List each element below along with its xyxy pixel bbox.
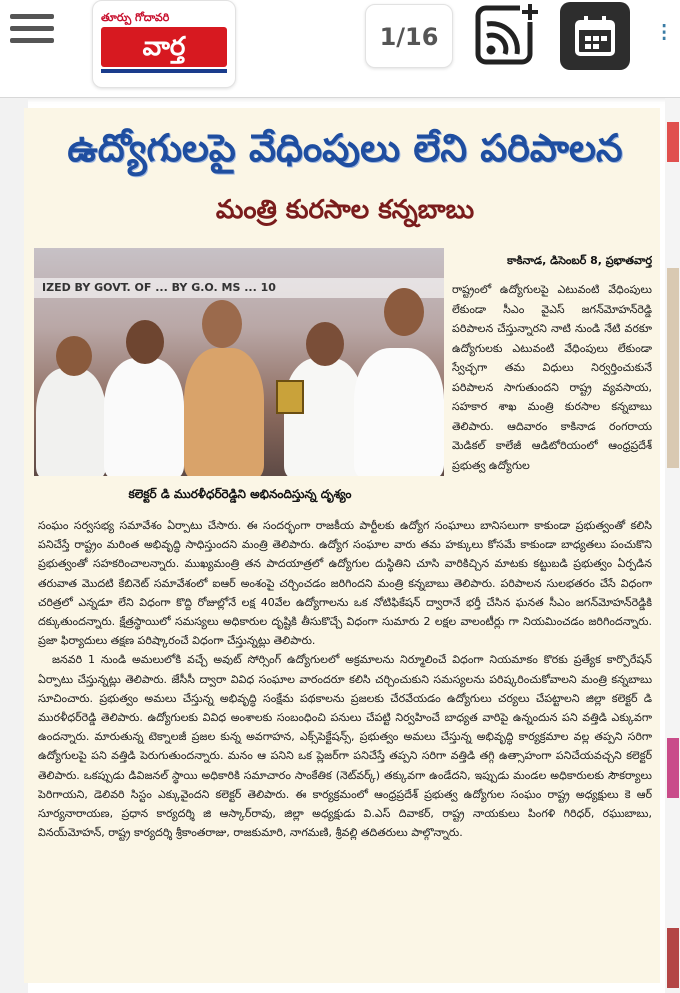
person-head xyxy=(56,336,92,376)
calendar-icon-graphic xyxy=(560,2,630,70)
person-head xyxy=(202,300,242,348)
logo-tagline: తూర్పు గోదావరి xyxy=(101,11,170,24)
preview-mark xyxy=(667,268,679,468)
logo-name: వార్త xyxy=(101,27,227,67)
hamburger-menu-icon[interactable] xyxy=(10,14,54,54)
person-head xyxy=(126,320,164,364)
article-body xyxy=(38,516,652,976)
memento-trophy xyxy=(276,380,304,414)
person-figure xyxy=(104,358,184,476)
article-dateline: కాకినాడ, డిసెంబర్ 8, ప్రభాతవార్త xyxy=(507,254,652,267)
article-subheadline: మంత్రి కురసాల కన్నబాబు xyxy=(215,195,475,225)
person-figure xyxy=(284,358,364,476)
person-head xyxy=(306,322,344,366)
person-figure xyxy=(36,368,106,476)
person-head xyxy=(384,288,424,336)
newspaper-logo[interactable] xyxy=(92,0,236,88)
menu-line xyxy=(10,14,54,19)
next-page-preview[interactable] xyxy=(665,98,680,993)
preview-mark xyxy=(667,928,679,988)
article-intro-column: రాష్ట్రంలో ఉద్యోగులపై ఎటువంటి వేధింపులు లేకుండా సీఎం వైఎస్ జగన్‌మోహన్‌రెడ్డి పరిపాలన చేస్తున్నారని నాటి నుండి నేటి వరకూ ఉద్యోగులకు ఎటువంటి వేధింపులు లేకుండా స్వేచ్ఛగా తమ విధులు నిర్వర్తించుకునే పరిపాలన సాగుతుందని రాష్ట్ర వ్యవసాయ, సహకార శాఖ మంత్రి కురసాల కన్నబాబు తెలిపారు. ఆదివారం కాకినాడ రంగరాయ మెడికల్ కాలేజీ ఆడిటోరియంలో ఆంధ్రప్రదేశ్ ప్రభుత్వ ఉద్యోగుల xyxy=(452,283,652,472)
article-paragraph: జనవరి 1 నుండి అమలులోకి వచ్చే అవుట్ సోర్సింగ్ ఉద్యోగులలో అక్రమాలను నిర్మూలించే విధంగా నియమాకం కొరకు ప్రత్యేక కార్పొరేషన్ ఏర్పాటు చేస్తున్నట్లు తెలిపారు. జేసీసీ ద్వారా వివిధ సంఘాల వారందరూ కలిసి చర్చించుకుని సమస్యలను పరిష్కరించుకోవాలని మంత్రి కన్నబాబు సూచించారు. ప్రభుత్వం అమలు చేస్తున్న అభివృద్ధి సంక్షేమ పథకాలను ప్రజలకు చేరవేయడం ఉద్యోగులు చర్యలు చేపట్టాలని జిల్లా కలెక్టర్ డి మురళీధర్‌రెడ్డి తెలిపారు. ఉద్యోగులకు వివిధ అంశాలకు సంబంధించి పనులు చేపట్టి నిర్వహించే బాధ్యత వారిపై ఉన్నందున పని వత్తిడి ఎక్కువగా ఉందన్నారు. మారుతున్న టెక్నాలజీ ప్రజల కున్న అవగాహన, ఎక్స్‌పెక్టేషన్స్, ప్రభుత్వం అమలు చేస్తున్న అభివృద్ధి కార్యక్రమాల వల్ల తప్పని సరిగా ఉద్యోగులపై పని వత్తిడి పెరుగుతుందన్నారు. మనం ఆ పనిని ఒక ప్లెజర్‌గా పనిచేస్తే తప్పని సరిగా వత్తిడి తగ్గి ఉత్సాహంగా పనిచేయవచ్చని కలెక్టర్ తెలిపారు. ఒకప్పుడు డివిజనల్ స్థాయి అధికారికి సమాచారం సాంకేతిక (నెట్‌వర్క్) తక్కువగా ఉండేదని, ఇప్పుడు మండల అధికారులకు సౌకర్యాలు పెరిగాయని, డెలివరి సిస్టం ఎక్కువైందని కలెక్టర్ తెలిపారు. ఈ కార్యక్రమంలో ఆంధ్రప్రదేశ్ ప్రభుత్వ ఉద్యోగుల సంఘం రాష్ట్ర అధ్యక్షులు కె ఆర్ సూర్యనారాయణ, ప్రధాన కార్యదర్శి జి ఆస్కార్‌రావు, జిల్లా అధ్యక్షుడు వి.ఎస్ దివాకర్, రాష్ట్ర నాయకులు పింగళి గిరిధర్, రఘుబాబు, వినయ్‌మోహన్, రాష్ట్ర కార్యదర్శి శ్రీకాంతరాజు, రాజకుమారి, నాగమణి, శ్రీవల్లి తదితరులు పాల్గొన్నారు. xyxy=(38,653,652,840)
article-headline: ఉద్యోగులపై వేధింపులు లేని పరిపాలన xyxy=(67,126,623,170)
calendar-icon[interactable] xyxy=(560,2,630,70)
top-app-bar xyxy=(0,0,680,98)
preview-mark xyxy=(667,122,679,162)
rss-add-icon[interactable] xyxy=(474,2,540,70)
photo-banner-text: IZED BY GOVT. OF ... BY G.O. MS ... 10 xyxy=(34,278,444,298)
page-indicator[interactable]: 1/16 xyxy=(365,4,453,68)
preview-mark xyxy=(667,738,679,798)
person-figure xyxy=(354,348,444,476)
overflow-icon[interactable]: ⁝ xyxy=(660,18,669,48)
rss-add-icon-graphic xyxy=(474,2,540,70)
photo-caption: కలెక్టర్ డి మురళీధర్‌రెడ్డిని అభినందిస్తున్న దృశ్యం xyxy=(128,487,352,501)
menu-line xyxy=(10,38,54,43)
logo-underline xyxy=(101,69,227,73)
menu-line xyxy=(10,26,54,31)
article-photo xyxy=(34,248,444,476)
article-paragraph: సంఘం సర్వసభ్య సమావేశం ఏర్పాటు చేసారు. ఈ సందర్భంగా రాజకీయ పార్టీలకు ఉద్యోగ సంఘాలు బానిసలుగా కాకుండా ప్రభుత్వంతో కలిసి పనిచేస్తే రాష్ట్రం మరింత అభివృద్ధి సాధిస్తుందని మంత్రి తెలిపారు. ఉద్యోగ సంఘాల వారు తమ హక్కులు కోసమే కాకుండా బాధ్యతలు పంచుకొని ప్రభుత్వంతో సహకరించాలన్నారు. ముఖ్యమంత్రి తన పాదయాత్రలో ఉద్యోగుల దుస్థితిని చూసి వారికిచ్చిన మాటకు కట్టుబడి ప్రభుత్వం ఏర్పడిన తరువాత మొదటి కేబినెట్ సమావేశంలో ఐఆర్ అంశంపై చర్చించడం జరిగిందని మంత్రి కన్నబాబు తెలిపారు. పరిపాలన సులభతరం చేసే విధంగా చరిత్రలో ఎన్నడూ లేని విధంగా కొద్ది రోజుల్లోనే లక్ష 40వేల ఉద్యోగాలను ఒక నోటిఫికేషన్ ద్వారానే భర్తీ చేసిన ఘనత సీఎం జగన్‌మోహన్‌రెడ్డికి దక్కుతుందన్నారు. క్షేత్రస్థాయిలో సమస్యలు అధికారుల దృష్టికి తీసుకొచ్చే విధంగా సుమారు 2 లక్షల వాలంటీర్లు గా నియమించడం జరిగిందన్నారు. ప్రజా ఫిర్యాదులు తక్షణ పరిష్కారంచే విధంగా చేస్తున్నట్లు తెలిపారు. xyxy=(38,519,652,648)
person-figure xyxy=(184,348,264,476)
